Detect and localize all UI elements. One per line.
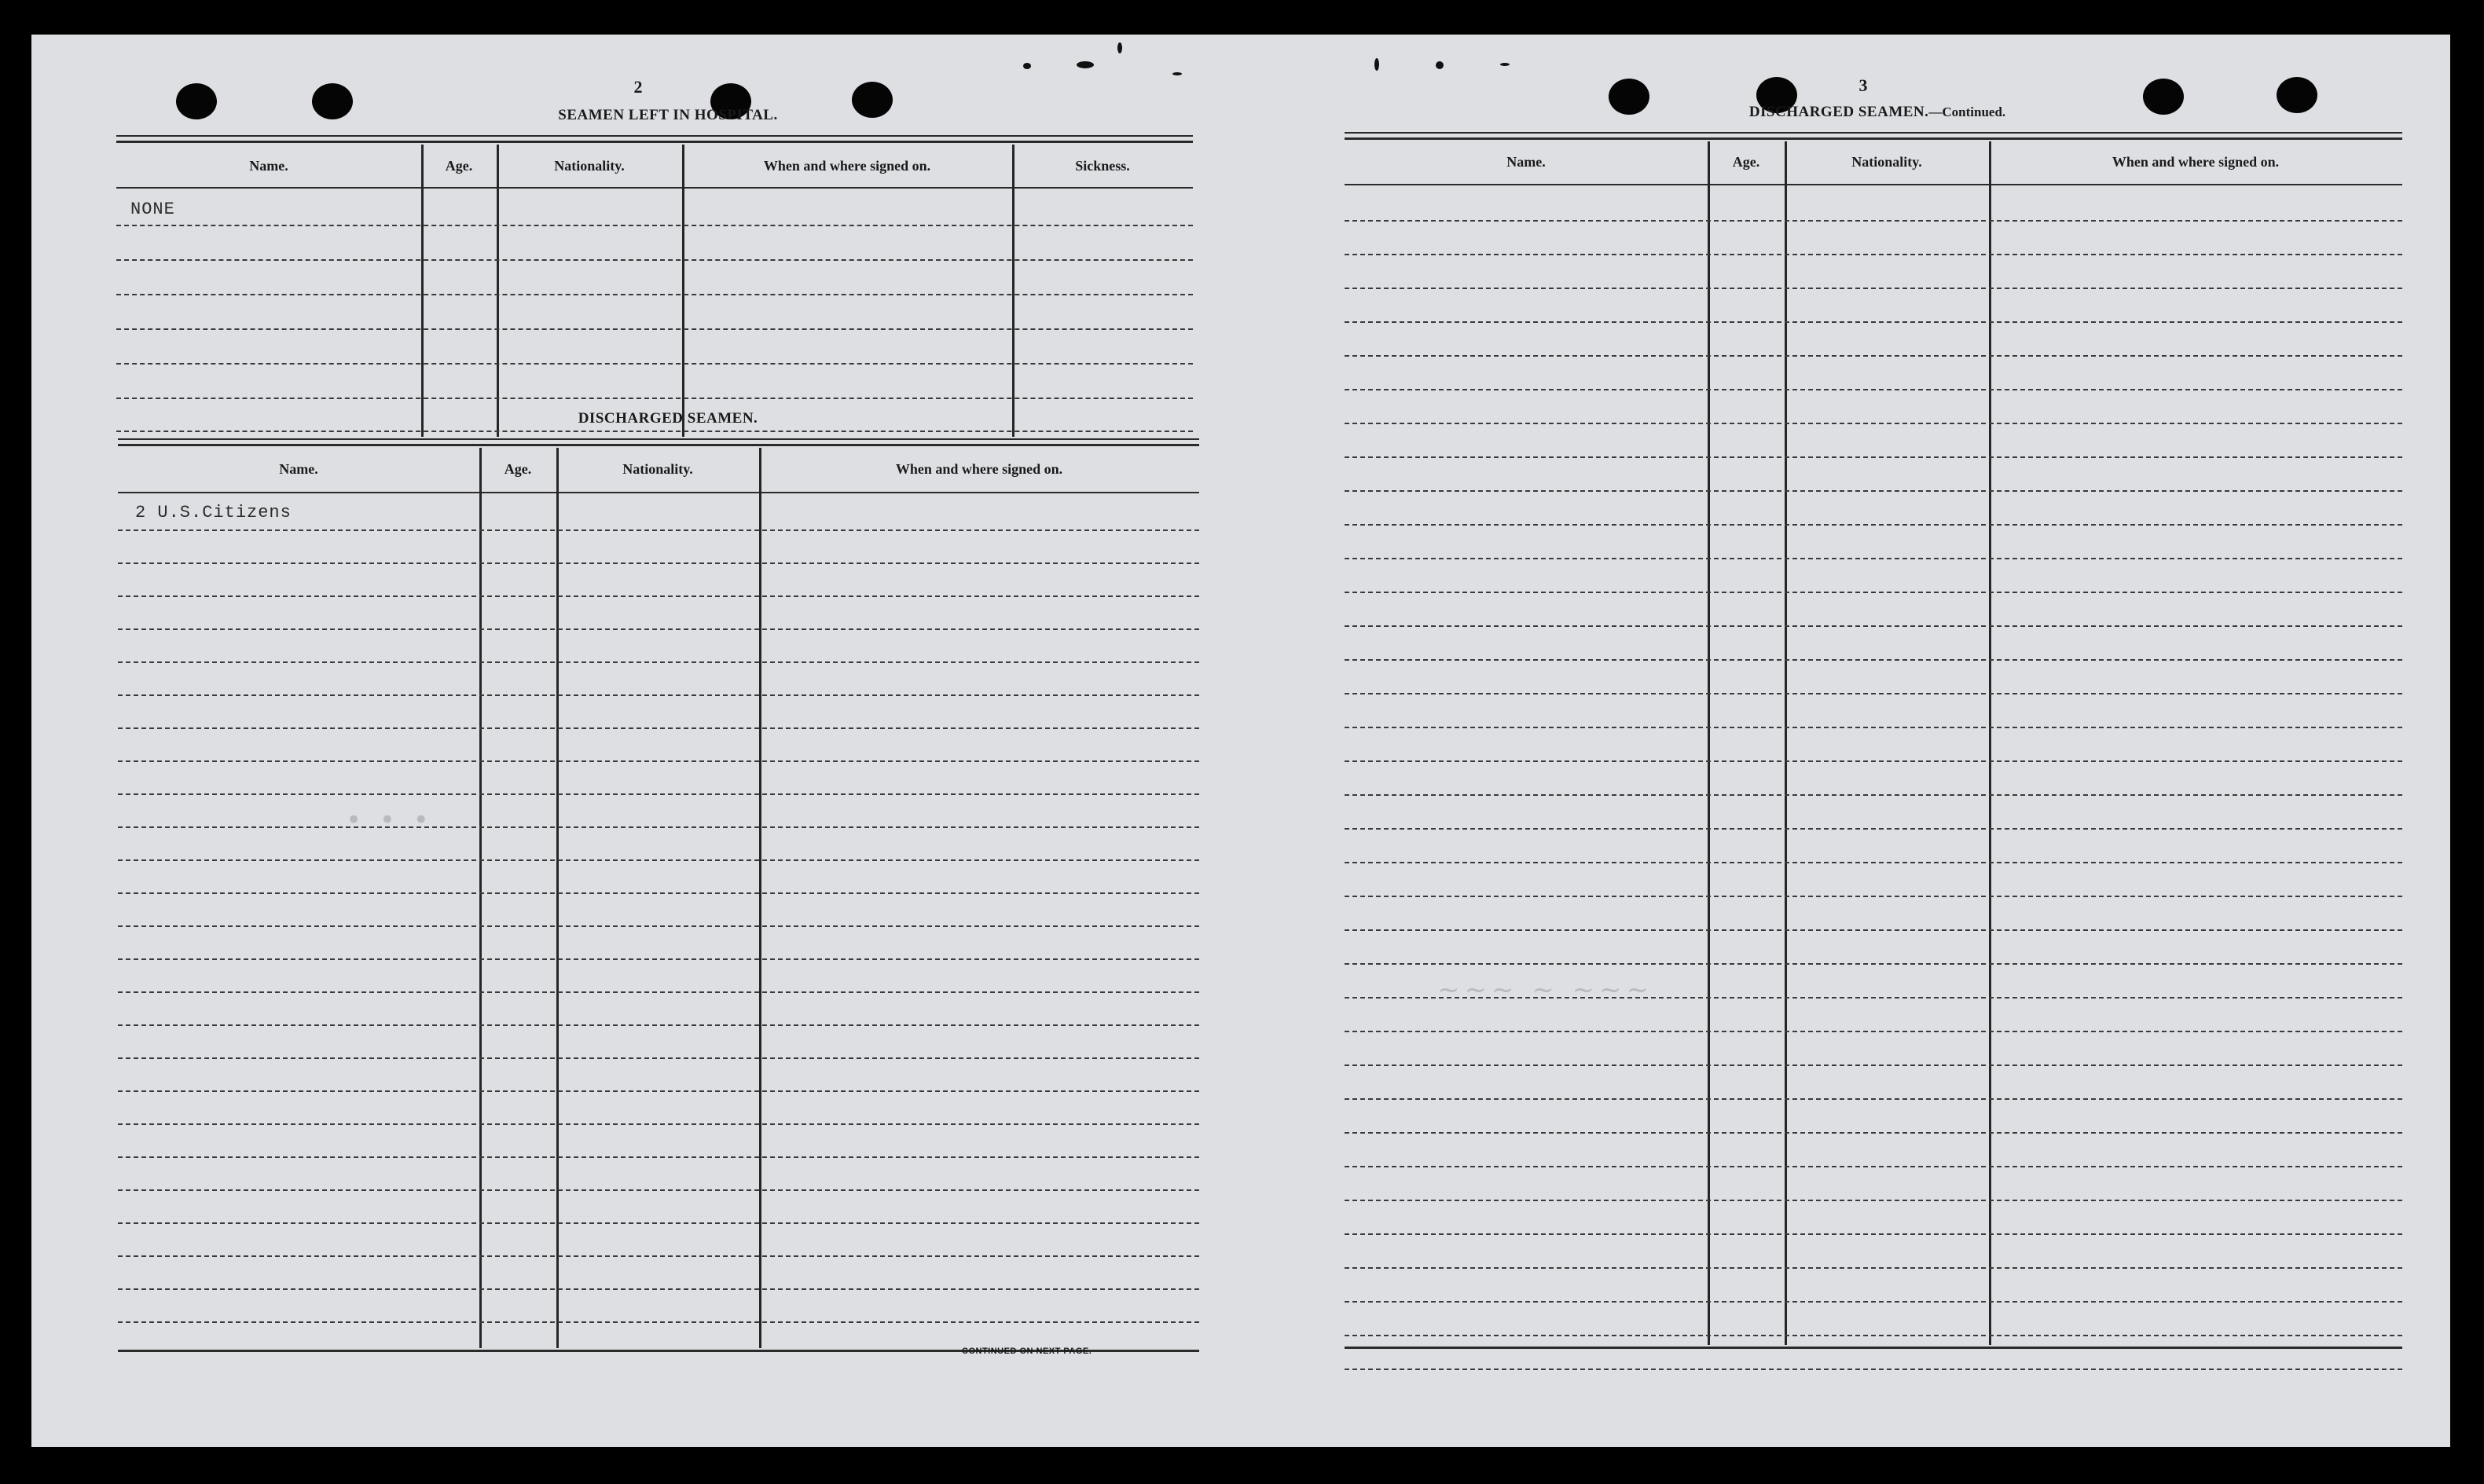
form-row-line [118,661,1199,663]
table-bottom-rule [1345,1347,2402,1349]
form-row-line [1345,1369,2402,1370]
form-row-line [116,225,1193,226]
form-row-line [118,1156,1199,1158]
right-page [1241,35,2450,1447]
form-row-line [1345,288,2402,289]
form-row-line [118,727,1199,729]
page-number: 2 [633,77,643,97]
column-header-age: Age. [1732,153,1760,170]
form-row-line [1345,625,2402,627]
form-row-line [1345,389,2402,390]
column-header-name: Name. [279,460,318,477]
form-row-line [116,431,1193,432]
form-row-line [1345,1233,2402,1235]
column-header-nationality: Nationality. [554,157,625,174]
form-row-line [118,1321,1199,1323]
discharged-continued-title [1657,104,2097,121]
form-row-line [1345,1031,2402,1032]
page-number: 3 [1858,75,1868,95]
form-row-line [1345,1200,2402,1201]
form-row-line [1345,524,2402,526]
header-underline [116,187,1193,189]
discharged-table [118,438,1199,1351]
form-row-line [116,294,1193,295]
column-header-name: Name. [249,157,288,174]
form-row-line [1345,423,2402,424]
column-divider [497,145,499,437]
table-header [116,145,1193,187]
discharged-section-title: DISCHARGED SEAMEN. [578,410,758,427]
form-row-line [118,826,1199,828]
form-row-line [1345,659,2402,661]
form-row-line [1345,490,2402,492]
ink-speck [1436,61,1444,69]
hospital-entry-name: NONE [130,200,175,219]
column-header-nationality: Nationality. [1851,153,1922,170]
ink-speck [1374,58,1379,71]
left-page [31,35,1241,1447]
continued-note: CONTINUED ON NEXT PAGE. [962,1347,1092,1356]
form-row-line [116,398,1193,399]
column-divider [1012,145,1015,437]
form-row-line [118,529,1199,531]
column-header-name: Name. [1506,153,1546,170]
punch-hole [1609,79,1649,115]
column-header-signed-on: When and where signed on. [2112,153,2280,170]
table-header [1345,141,2402,182]
header-underline [118,492,1199,493]
column-divider [682,145,684,437]
column-divider [759,448,761,1348]
form-row-line [1345,254,2402,255]
form-row-line [1345,220,2402,222]
form-row-line [1345,456,2402,458]
form-row-line [1345,1098,2402,1100]
form-row-line [118,892,1199,894]
form-row-line [1345,794,2402,796]
column-header-age: Age. [504,460,532,477]
form-row-line [118,1288,1199,1290]
column-divider [556,448,559,1348]
form-row-line [118,595,1199,597]
form-row-line [118,1024,1199,1026]
column-header-nationality: Nationality. [622,460,693,477]
faint-handwriting-mark: ~~~ ~ ~~~ [1437,974,1654,1006]
form-row-line [118,1090,1199,1092]
form-row-line [1345,558,2402,559]
ink-speck [1077,61,1094,68]
form-row-line [1345,1267,2402,1269]
ink-speck [1023,63,1031,69]
form-row-line [118,562,1199,564]
form-row-line [118,1057,1199,1059]
form-row-line [1345,727,2402,728]
form-row-line [118,958,1199,960]
form-row-line [1345,760,2402,762]
document-sheet [31,35,2450,1447]
form-row-line [118,991,1199,993]
hospital-section-title: SEAMEN LEFT IN HOSPITAL. [558,107,778,123]
form-row-line [118,1222,1199,1224]
hospital-table [116,135,1193,440]
form-row-line [1345,1301,2402,1303]
form-row-line [118,859,1199,861]
form-row-line [118,1189,1199,1191]
form-row-line [118,694,1199,696]
faint-stamp-mark: • • • [346,804,434,836]
column-header-signed-on: When and where signed on. [895,460,1063,477]
column-divider [479,448,482,1348]
form-row-line [1345,1335,2402,1336]
form-row-line [118,793,1199,795]
ink-speck [1500,63,1510,66]
ink-speck [1117,42,1122,53]
form-row-line [1345,321,2402,323]
column-header-age: Age. [445,157,473,174]
form-row-line [1345,1132,2402,1134]
form-row-line [116,328,1193,330]
column-header-signed-on: When and where signed on. [763,157,931,174]
form-row-line [1345,896,2402,897]
table-header [118,448,1199,490]
punch-hole [176,83,217,119]
discharged-continued-table [1345,132,2402,1348]
form-row-line [118,925,1199,927]
section-title-text: DISCHARGED SEAMEN. [1748,104,1929,120]
header-underline [1345,184,2402,185]
form-row-line [1345,592,2402,593]
form-row-line [118,1255,1199,1257]
column-divider [421,145,424,437]
form-row-line [118,1123,1199,1125]
punch-hole [2143,79,2184,115]
form-row-line [118,628,1199,630]
form-row-line [116,259,1193,261]
form-row-line [1345,828,2402,830]
form-row-line [1345,1166,2402,1167]
form-row-line [1345,963,2402,965]
form-row-line [118,760,1199,762]
form-row-line [1345,1064,2402,1066]
form-row-line [1345,862,2402,863]
form-row-line [1345,355,2402,357]
form-row-line [1345,693,2402,694]
table-top-rule [1345,132,2402,134]
punch-hole [2277,77,2317,113]
table-top-rule [116,135,1193,137]
form-row-line [116,363,1193,365]
section-title-suffix: —Continued. [1928,104,2006,119]
discharged-entry-name: 2 U.S.Citizens [135,503,292,522]
form-row-line [1345,929,2402,931]
table-top-rule [118,438,1199,440]
column-header-sickness: Sickness. [1075,157,1130,174]
punch-hole [312,83,353,119]
ink-speck [1172,72,1182,75]
